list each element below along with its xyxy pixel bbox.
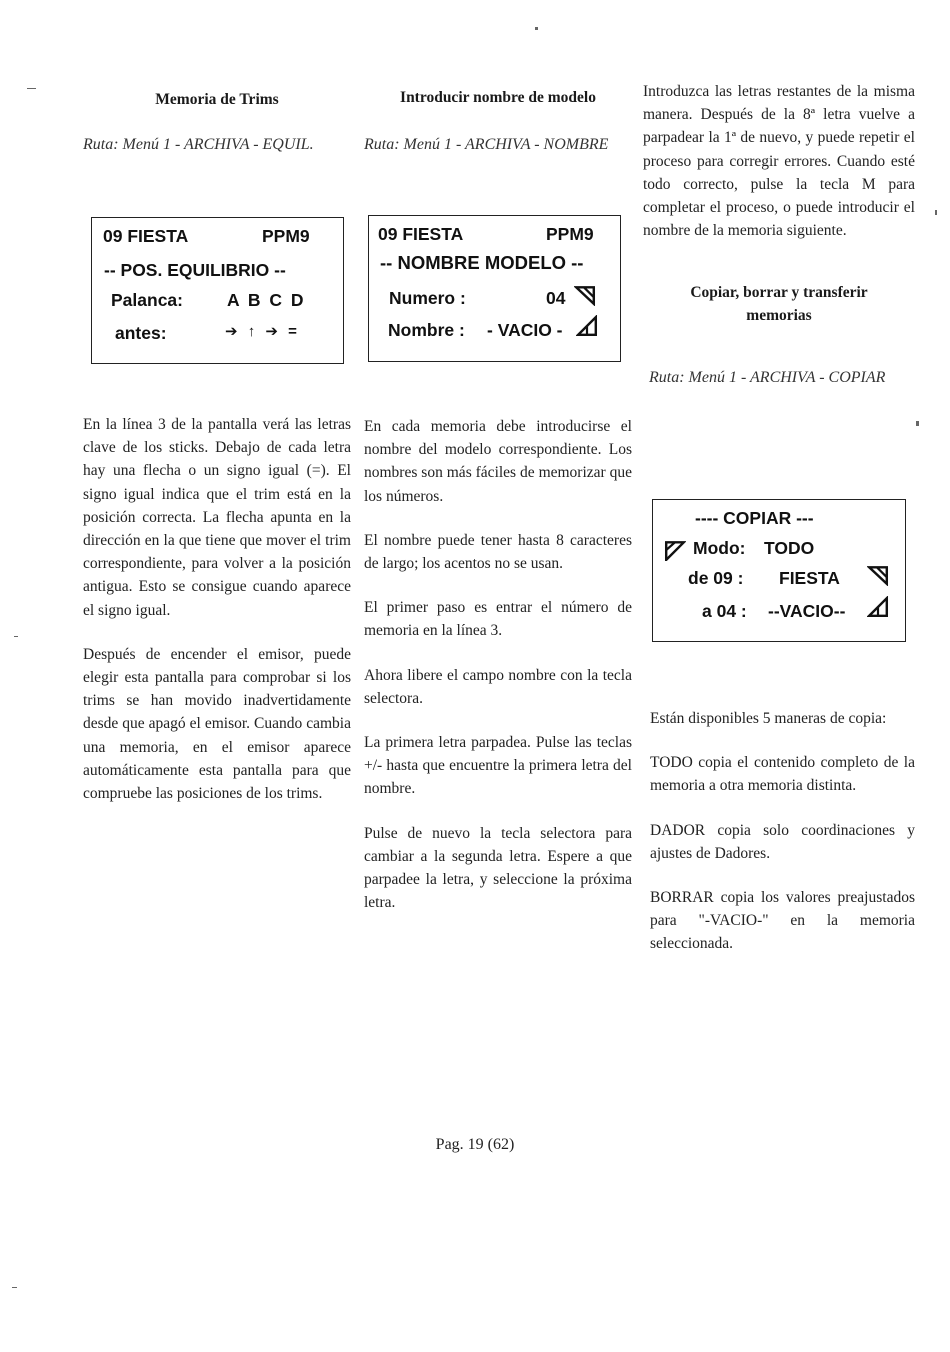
- lcd-source-value: FIESTA: [779, 568, 840, 588]
- paragraph: BORRAR copia los valores preajustados para "-VACIO-" en la memoria seleccionada.: [650, 889, 915, 953]
- lcd-target-value: --VACIO--: [768, 601, 846, 621]
- section-heading-model-name: Introducir nombre de modelo: [400, 89, 596, 106]
- lcd-number-label: Numero :: [389, 288, 466, 308]
- lcd-screen-title: ---- COPIAR ---: [695, 508, 814, 528]
- menu-route: Ruta: Menú 1 - ARCHIVA - EQUIL.: [83, 136, 314, 153]
- paragraph: El nombre puede tener hasta 8 caracteres de largo; los acentos no se usan.: [364, 531, 632, 573]
- lcd-name-value: - VACIO -: [487, 320, 563, 340]
- paragraph: Después de encender el emisor, puede elegir esta pantalla para comprobar si los trims se han movido inadvertidamente desde que apagó el emisor. Cuando cambia una memoria, en el emisor aparece automáticamente esta pantalla para que compruebe las posiciones de los trims.: [83, 645, 351, 803]
- paragraph: Introduzca las letras restantes de la misma manera. Después de la 8ª letra vuelve a parpadear la 1ª de nuevo, y puede repetir el proceso para corregir errores. Cuando esté todo correcto, pulse la tecla M para completar el proceso, o puede introducir el nombre de la memoria siguiente.: [643, 83, 915, 240]
- lcd-screen-title: -- POS. EQUILIBRIO --: [104, 260, 286, 280]
- menu-route: Ruta: Menú 1 - ARCHIVA - COPIAR: [649, 369, 886, 387]
- model-name-body: [364, 415, 632, 914]
- section-heading-trims: Memoria de Trims: [155, 91, 279, 108]
- cursor-up-icon: [867, 596, 889, 618]
- paragraph: DADOR copia solo coordinaciones y ajustes de Dadores.: [650, 821, 915, 862]
- paragraph: TODO copia el contenido completo de la memoria a otra memoria distinta.: [650, 754, 915, 795]
- lcd-name-label: Nombre :: [388, 320, 465, 340]
- lcd-screen-title: -- NOMBRE MODELO --: [380, 252, 584, 273]
- lcd-number-value: 04: [546, 288, 566, 308]
- cursor-down-icon: [574, 284, 596, 306]
- scan-mark: [12, 1287, 17, 1288]
- lcd-model-name: 09 FIESTA: [378, 224, 464, 244]
- lcd-mode-value: TODO: [764, 538, 815, 558]
- lcd-mode: PPM9: [546, 224, 594, 244]
- scan-mark: [916, 421, 919, 426]
- column-copy-memory: [643, 80, 915, 953]
- lcd-trim-screen: [91, 217, 344, 364]
- lcd-mode-label: Modo:: [693, 538, 746, 558]
- paragraph: En cada memoria debe introducirse el nombre del modelo correspondiente. Los nombres son más fáciles de memorizar que los números.: [364, 418, 632, 505]
- lcd-target-label: a 04 :: [702, 601, 747, 621]
- lcd-name-screen: [368, 215, 621, 362]
- lcd-model-name: 09 FIESTA: [103, 226, 189, 246]
- scan-mark: [935, 210, 937, 215]
- lcd-mode: PPM9: [262, 226, 310, 246]
- scan-mark: [14, 636, 18, 637]
- cursor-down-icon: [867, 564, 889, 586]
- lcd-stick-letters: A B C D: [227, 290, 306, 310]
- paragraph: El primer paso es entrar el número de memoria en la línea 3.: [364, 599, 632, 640]
- paragraph: Están disponibles 5 maneras de copia:: [650, 710, 887, 727]
- copy-body: [650, 707, 915, 956]
- scan-mark: [27, 88, 36, 89]
- trims-body: [83, 413, 351, 805]
- section-heading-copy: Copiar, borrar y transferir memorias: [690, 284, 868, 325]
- lcd-source-label: de 09 :: [688, 568, 744, 588]
- paragraph: En la línea 3 de la pantalla verá las letras clave de los sticks. Debajo de cada letra hay una flecha o un signo igual (=). El signo igual indica que el trim está en la posición correcta. La flecha apunta en la dirección en la que tiene que mover el trim correspondiente, para volver a la posición antigua. Esto se consigue cuando aparece el signo igual.: [83, 416, 351, 619]
- scan-mark: [535, 27, 538, 30]
- cursor-corner-icon: [664, 539, 686, 561]
- paragraph: Pulse de nuevo la tecla selectora para cambiar a la segunda letra. Espere a que parpadee la letra, y seleccione la próxima letra.: [364, 824, 632, 912]
- lcd-copy-screen: [652, 499, 906, 642]
- lcd-before-label: antes:: [115, 323, 167, 343]
- menu-route: Ruta: Menú 1 - ARCHIVA - NOMBRE: [364, 136, 609, 153]
- lcd-stick-label: Palanca:: [111, 290, 183, 310]
- paragraph: Ahora libere el campo nombre con la tecla selectora.: [364, 666, 632, 707]
- column-trim-memory: [83, 80, 351, 803]
- lcd-trim-direction-symbols: ➔ ↑ ➔ =: [225, 323, 300, 340]
- page-number: Pag. 19 (62): [435, 1136, 515, 1153]
- cursor-up-icon: [576, 315, 598, 337]
- paragraph: La primera letra parpadea. Pulse las teclas +/- hasta que encuentre la primera letra del nombre.: [364, 734, 632, 798]
- column-model-name: [364, 80, 632, 912]
